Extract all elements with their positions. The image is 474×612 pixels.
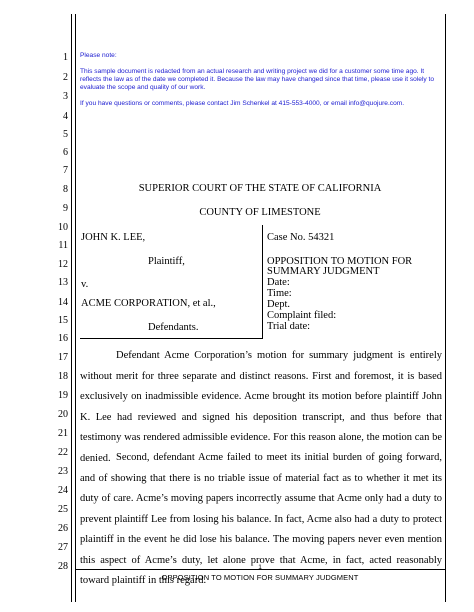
county-name: COUNTY OF LIMESTONE <box>199 207 321 218</box>
line-number: 22 <box>58 447 68 458</box>
line-number: 14 <box>58 297 68 308</box>
line-number: 26 <box>58 523 68 534</box>
caption-divider-horizontal <box>80 338 263 339</box>
court-name: SUPERIOR COURT OF THE STATE OF CALIFORNIA <box>138 183 382 194</box>
line-number: 7 <box>63 165 68 176</box>
versus-text: v. <box>81 279 89 290</box>
line-number: 21 <box>58 428 68 439</box>
line-number: 25 <box>58 504 68 515</box>
line-number: 3 <box>63 91 68 102</box>
line-number: 23 <box>58 466 68 477</box>
line-number: 28 <box>58 561 68 572</box>
note-contact: If you have questions or comments, please contact Jim Schenkel at 415-553-4000, or email info@quojure.com. <box>80 100 405 107</box>
left-margin-rule-inner <box>75 14 76 602</box>
left-margin-rule <box>71 14 72 602</box>
line-number: 12 <box>58 259 68 270</box>
line-number: 10 <box>58 222 68 233</box>
hearing-date-label: Date: <box>267 277 290 288</box>
line-number: 24 <box>58 485 68 496</box>
line-number: 2 <box>63 72 68 83</box>
line-number: 27 <box>58 542 68 553</box>
right-margin-rule <box>445 14 446 602</box>
document-title-line-1: OPPOSITION TO MOTION FOR <box>267 256 413 267</box>
line-number: 4 <box>63 111 68 122</box>
line-number: 17 <box>58 352 68 363</box>
defendant-name: ACME CORPORATION, et al., <box>81 298 216 309</box>
department-label: Dept. <box>267 299 291 310</box>
line-number: 9 <box>63 203 68 214</box>
line-number: 5 <box>63 129 68 140</box>
defendant-role: Defendants. <box>148 322 199 333</box>
line-number: 8 <box>63 184 68 195</box>
paragraph-2-text: Second, defendant Acme failed to meet its initial burden of going forward, and of showing that there is no triable issue of material fact as to whether it met its duty of care. Acme’s moving papers incorrectly assume that Acme only had a duty to prevent plaintiff Lee from losing his balance. In fact, Acme also had a duty to protect plaintiff in the event he did lose his balance. The moving papers never even mention this aspect of Acme’s duty, let alone prove that Acme, in fact, acted reasonably toward plaintiff in this regard. <box>80 452 442 586</box>
line-number: 20 <box>58 409 68 420</box>
line-number: 11 <box>58 240 68 251</box>
caption-divider-vertical <box>262 225 263 338</box>
line-number: 15 <box>58 315 68 326</box>
paragraph-1-text: Defendant Acme Corporation’s motion for summary judgment is entirely without merit for three separate and distinct reasons. First and foremost, it is based exclusively on inadmissible evidence. Acme brought its motion before plaintiff John K. Lee had reviewed and signed his deposition transcript, and thus before that testimony was rendered admissible evidence. For this reason alone, the motion can be denied. <box>80 350 442 464</box>
case-number: Case No. 54321 <box>267 232 335 243</box>
note-body: This sample document is redacted from an actual research and writing project we did for a customer some time ago. It reflects the law as of the date we completed it. Because the law may have changed since that time, please use it solely to evaluate the scope and quality of our work. <box>80 68 435 91</box>
line-number: 1 <box>63 52 68 63</box>
footer-title: OPPOSITION TO MOTION FOR SUMMARY JUDGMENT <box>161 573 359 582</box>
note-heading: Please note: <box>80 52 117 59</box>
line-number: 18 <box>58 371 68 382</box>
document-title-line-2: SUMMARY JUDGMENT <box>267 266 380 277</box>
plaintiff-role: Plaintiff, <box>148 256 185 267</box>
line-number: 16 <box>58 333 68 344</box>
hearing-time-label: Time: <box>267 288 292 299</box>
line-number: 6 <box>63 147 68 158</box>
line-number: 19 <box>58 390 68 401</box>
page-number: 1 <box>258 564 262 571</box>
complaint-filed-label: Complaint filed: <box>267 310 337 321</box>
trial-date-label: Trial date: <box>267 321 311 332</box>
line-number: 13 <box>58 277 68 288</box>
plaintiff-name: JOHN K. LEE, <box>81 232 146 243</box>
